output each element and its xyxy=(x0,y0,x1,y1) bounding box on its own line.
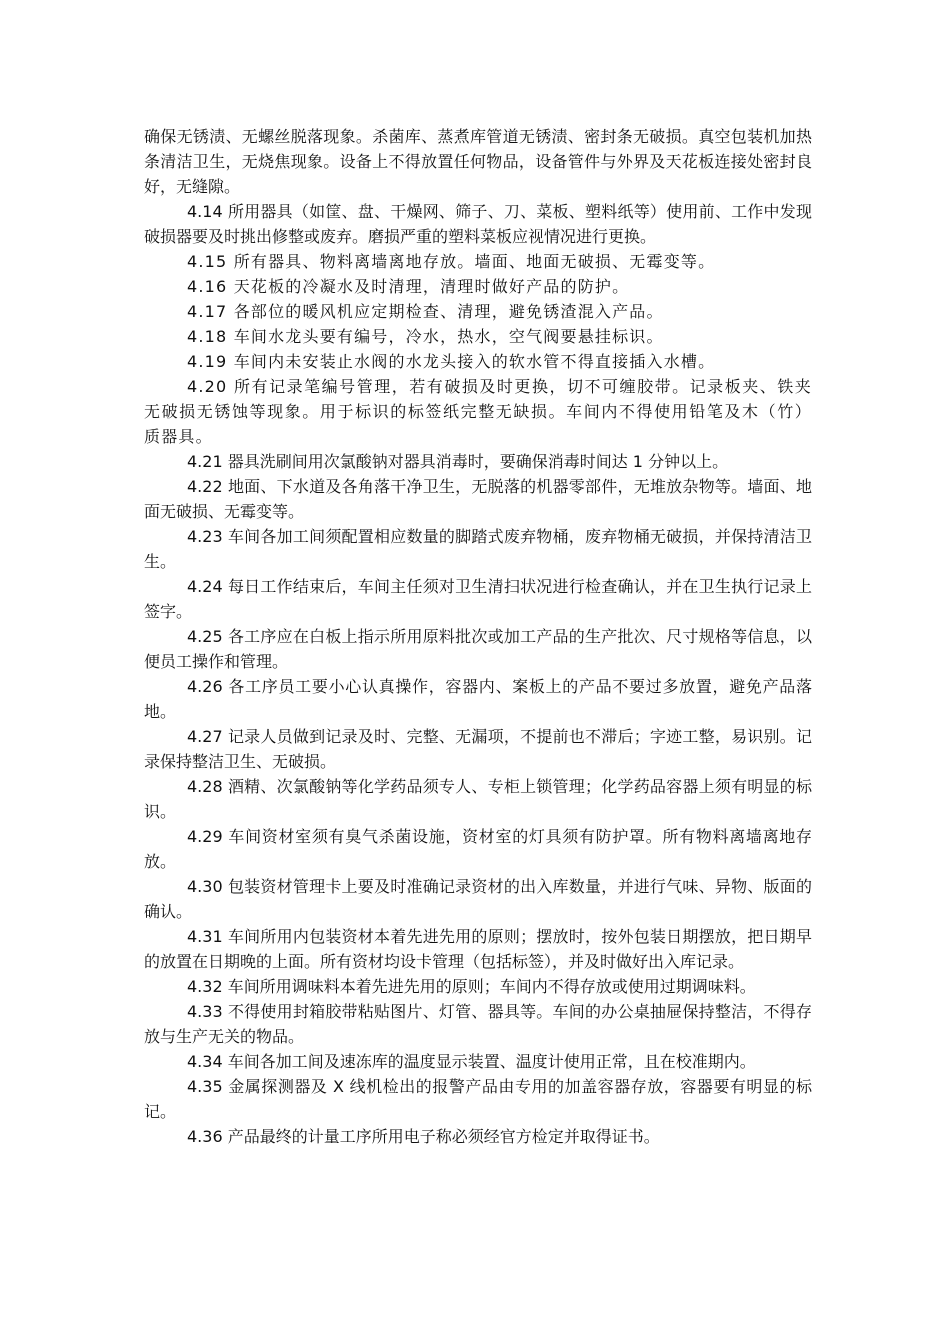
clause-4-36: 4.36 产品最终的计量工序所用电子称必须经官方检定并取得证书。 xyxy=(187,1127,660,1146)
clause-4-30: 4.30 包装资材管理卡上要及时准确记录资材的出入库数量，并进行气味、异物、版面的确认。 xyxy=(144,877,812,921)
clause-4-24: 4.24 每日工作结束后，车间主任须对卫生清扫状况进行检查确认，并在卫生执行记录上签字。 xyxy=(144,577,812,621)
clause-4-34: 4.34 车间各加工间及速冻库的温度显示装置、温度计使用正常，且在校准期内。 xyxy=(187,1052,756,1071)
clause-4-26: 4.26 各工序员工要小心认真操作，容器内、案板上的产品不要过多放置，避免产品落地。 xyxy=(144,677,812,721)
clause-4-29: 4.29 车间资材室须有臭气杀菌设施，资材室的灯具须有防护罩。所有物料离墙离地存放。 xyxy=(144,827,812,871)
clause-4-31: 4.31 车间所用内包装资材本着先进先用的原则；摆放时，按外包装日期摆放，把日期早的放置在日期晚的上面。所有资材均设卡管理（包括标签），并及时做好出入库记录。 xyxy=(144,927,812,971)
clause-4-20: 4.20 所有记录笔编号管理，若有破损及时更换，切不可缠胶带。记录板夹、铁夹无破损无锈蚀等现象。用于标识的标签纸完整无缺损。车间内不得使用铅笔及木（竹）质器具。 xyxy=(144,377,812,446)
clause-4-23: 4.23 车间各加工间须配置相应数量的脚踏式废弃物桶，废弃物桶无破损，并保持清洁卫生。 xyxy=(144,527,812,571)
document-body xyxy=(144,124,812,1149)
clause-4-28: 4.28 酒精、次氯酸钠等化学药品须专人、专柜上锁管理；化学药品容器上须有明显的标识。 xyxy=(144,777,812,821)
clause-4-19: 4.19 车间内未安装止水阀的水龙头接入的软水管不得直接插入水槽。 xyxy=(187,352,716,371)
clause-4-15: 4.15 所有器具、物料离墙离地存放。墙面、地面无破损、无霉变等。 xyxy=(187,252,716,271)
clause-4-25: 4.25 各工序应在白板上指示所用原料批次或加工产品的生产批次、尺寸规格等信息，以便员工操作和管理。 xyxy=(144,627,812,671)
clause-4-21: 4.21 器具洗刷间用次氯酸钠对器具消毒时，要确保消毒时间达 1 分钟以上。 xyxy=(187,452,729,471)
clause-4-18: 4.18 车间水龙头要有编号，冷水，热水，空气阀要悬挂标识。 xyxy=(187,327,664,346)
clause-4-33: 4.33 不得使用封箱胶带粘贴图片、灯管、器具等。车间的办公桌抽屉保持整洁，不得存放与生产无关的物品。 xyxy=(144,1002,812,1046)
clause-4-16: 4.16 天花板的冷凝水及时清理，清理时做好产品的防护。 xyxy=(187,277,630,296)
clause-4-32: 4.32 车间所用调味料本着先进先用的原则；车间内不得存放或使用过期调味料。 xyxy=(187,977,756,996)
clause-4-27: 4.27 记录人员做到记录及时、完整、无漏项，不提前也不滞后；字迹工整，易识别。记录保持整洁卫生、无破损。 xyxy=(144,727,812,771)
clause-4-17: 4.17 各部位的暖风机应定期检查、清理，避免锈渣混入产品。 xyxy=(187,302,664,321)
clause-4-14: 4.14 所用器具（如筐、盘、干燥网、筛子、刀、菜板、塑料纸等）使用前、工作中发现破损器要及时挑出修整或废弃。磨损严重的塑料菜板应视情况进行更换。 xyxy=(144,202,812,246)
clause-4-22: 4.22 地面、下水道及各角落干净卫生，无脱落的机器零部件，无堆放杂物等。墙面、地面无破损、无霉变等。 xyxy=(144,477,812,521)
paragraph-continuation: 确保无锈渍、无螺丝脱落现象。杀菌库、蒸煮库管道无锈渍、密封条无破损。真空包装机加热条清洁卫生，无烧焦现象。设备上不得放置任何物品，设备管件与外界及天花板连接处密封良好，无缝隙。 xyxy=(144,127,812,196)
clause-4-35: 4.35 金属探测器及 X 线机检出的报警产品由专用的加盖容器存放，容器要有明显的标记。 xyxy=(144,1077,812,1121)
